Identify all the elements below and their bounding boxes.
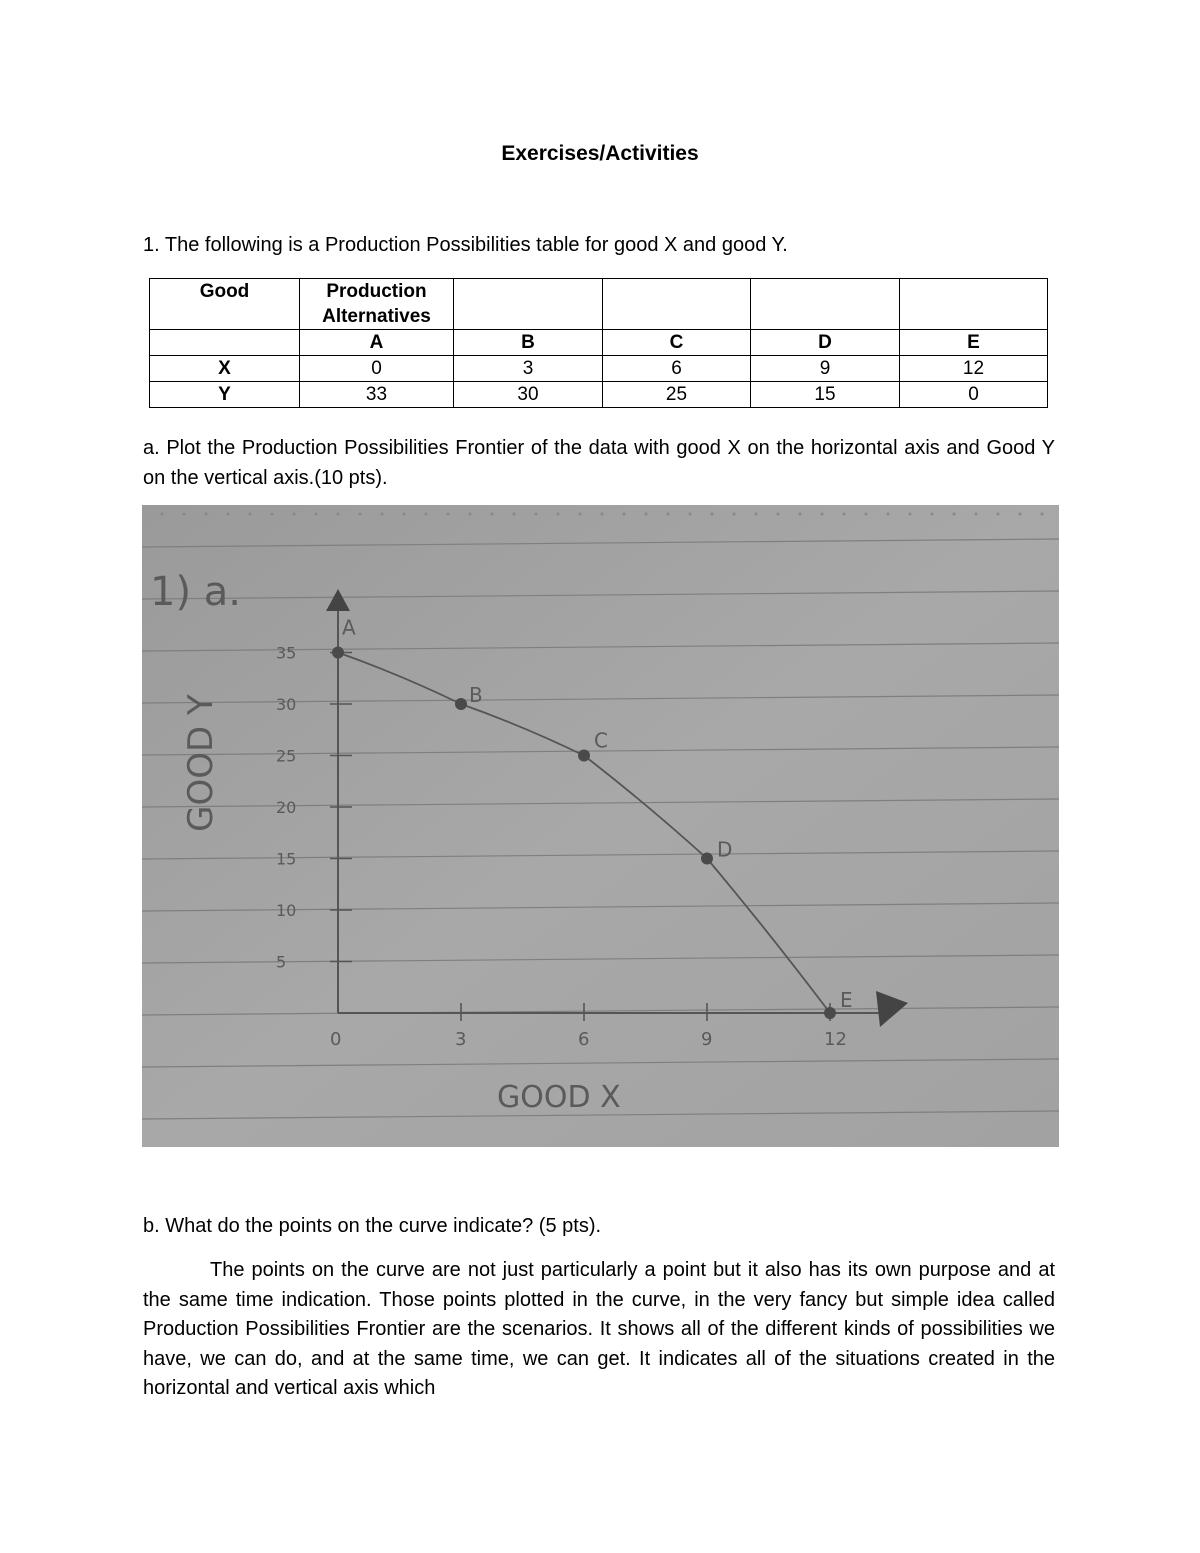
- y-tick-label: 15: [276, 849, 297, 869]
- notebook-dot: [645, 513, 648, 516]
- table-cell: 33: [300, 382, 454, 408]
- notebook-dot: [931, 513, 934, 516]
- table-cell: B: [454, 330, 603, 356]
- page-title: Exercises/Activities: [501, 142, 699, 165]
- notebook-dot: [667, 513, 670, 516]
- table-cell: 6: [603, 356, 751, 382]
- ppf-point-label: A: [342, 615, 356, 640]
- notebook-dot: [403, 513, 406, 516]
- y-tick-label: 35: [276, 643, 297, 663]
- y-tick-label: 30: [276, 695, 297, 714]
- notebook-dot: [623, 513, 626, 516]
- table-header-cell: Production Alternatives: [300, 279, 454, 330]
- notebook-dot: [161, 513, 164, 516]
- notebook-dot: [865, 513, 868, 516]
- x-tick-label: 12: [824, 1029, 847, 1050]
- table-header-cell: [751, 279, 900, 330]
- notebook-dot: [359, 513, 362, 516]
- x-tick-label: 0: [330, 1029, 342, 1050]
- y-tick-label: 25: [276, 746, 297, 766]
- notebook-dot: [777, 513, 780, 516]
- question-1: 1. The following is a Production Possibilities table for good X and good Y.: [143, 234, 788, 256]
- x-axis-label: GOOD X: [497, 1080, 621, 1115]
- notebook-dot: [997, 513, 1000, 516]
- table-cell: D: [751, 330, 900, 356]
- x-tick-label: 6: [578, 1029, 590, 1050]
- table-cell: 15: [751, 382, 900, 408]
- notebook-dot: [249, 513, 252, 516]
- notebook-dot: [799, 513, 802, 516]
- x-tick-label: 3: [455, 1029, 467, 1050]
- table-cell: 0: [300, 356, 454, 382]
- ppf-point: [455, 698, 467, 710]
- ppf-point: [824, 1007, 836, 1019]
- notebook-dot: [293, 513, 296, 516]
- table-cell: 3: [454, 356, 603, 382]
- ppf-point-label: E: [840, 988, 853, 1012]
- paper-background: [142, 505, 1059, 1147]
- notebook-dot: [491, 513, 494, 516]
- table-header-cell: [454, 279, 603, 330]
- notebook-dot: [909, 513, 912, 516]
- notebook-dot: [513, 513, 516, 516]
- notebook-dot: [557, 513, 560, 516]
- notebook-dot: [601, 513, 604, 516]
- notebook-dot: [975, 513, 978, 516]
- y-tick-label: 20: [276, 798, 297, 817]
- notebook-dot: [821, 513, 824, 516]
- notebook-dot: [315, 513, 318, 516]
- notebook-dot: [381, 513, 384, 516]
- notebook-dot: [1041, 513, 1044, 516]
- handwritten-ppf-graph: [142, 505, 1059, 1147]
- table-cell: X: [150, 356, 300, 382]
- chart-title: 1) a.: [150, 569, 241, 615]
- table-cell: 9: [751, 356, 900, 382]
- production-possibilities-table: [149, 278, 1048, 408]
- table-cell: 0: [900, 382, 1048, 408]
- notebook-dot: [579, 513, 582, 516]
- answer-b-paragraph: The points on the curve are not just particularly a point but it also has its own purpose and at the same time indication. Those points plotted in the curve, in the very fancy but simple idea called Production Possibilities Frontier are the scenarios. It shows all of the different kinds of possibilities we have, we can do, and at the same time, we can get. It indicates all of the situations created in the horizontal and vertical axis which: [143, 1259, 1055, 1399]
- notebook-dot: [953, 513, 956, 516]
- notebook-dot: [689, 513, 692, 516]
- question-b: b. What do the points on the curve indicate? (5 pts).: [143, 1215, 602, 1237]
- notebook-dot: [535, 513, 538, 516]
- table-cell: C: [603, 330, 751, 356]
- table-header-row: [150, 279, 1048, 330]
- notebook-dot: [843, 513, 846, 516]
- y-tick-label: 10: [276, 901, 297, 920]
- x-tick-label: 9: [701, 1029, 713, 1050]
- notebook-dot: [711, 513, 714, 516]
- ppf-point: [578, 750, 590, 762]
- notebook-dot: [425, 513, 428, 516]
- table-cell: A: [300, 330, 454, 356]
- notebook-dots: [161, 513, 1044, 516]
- y-tick-label: 5: [276, 952, 287, 972]
- table-row: [150, 356, 1048, 382]
- notebook-dot: [755, 513, 758, 516]
- notebook-dot: [887, 513, 890, 516]
- question-a: a. Plot the Production Possibilities Frontier of the data with good X on the horizontal axis and Good Y on the vertical axis.(10 pts).: [143, 437, 1055, 489]
- table-cell: E: [900, 330, 1048, 356]
- ppf-point-label: B: [469, 683, 483, 707]
- notebook-dot: [447, 513, 450, 516]
- notebook-dot: [205, 513, 208, 516]
- table-row: [150, 382, 1048, 408]
- ppf-point: [701, 853, 713, 865]
- notebook-dot: [227, 513, 230, 516]
- notebook-dot: [1019, 513, 1022, 516]
- table-header-cell: Good: [150, 279, 300, 330]
- table-cell: 12: [900, 356, 1048, 382]
- ppf-point-label: C: [594, 728, 608, 753]
- table-header-cell: [603, 279, 751, 330]
- table-header-cell: [900, 279, 1048, 330]
- notebook-dot: [733, 513, 736, 516]
- table-cell: Y: [150, 382, 300, 408]
- table-cell: 25: [603, 382, 751, 408]
- table-cell: 30: [454, 382, 603, 408]
- y-axis-label: GOOD Y: [181, 694, 221, 832]
- ppf-point-label: D: [717, 837, 733, 862]
- notebook-dot: [183, 513, 186, 516]
- table-cell: [150, 330, 300, 356]
- ppf-point: [332, 647, 344, 659]
- notebook-dot: [271, 513, 274, 516]
- notebook-dot: [469, 513, 472, 516]
- table-row: [150, 330, 1048, 356]
- notebook-dot: [337, 513, 340, 516]
